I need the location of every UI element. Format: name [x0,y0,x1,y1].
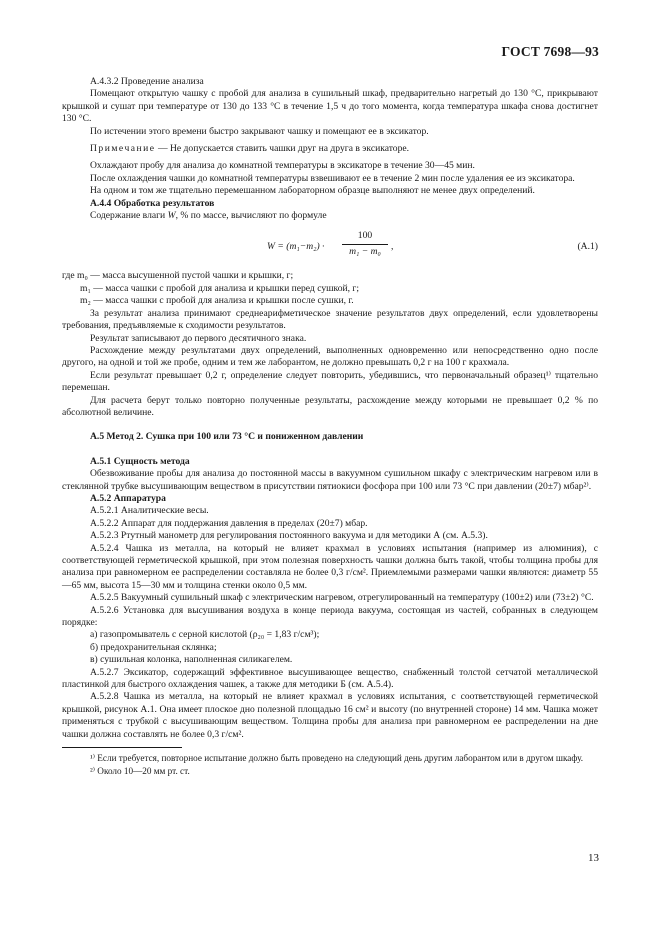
formula-lhs: W = (m₁−m₂) · [267,241,325,253]
item-a527: А.5.2.7 Эксикатор, содержащий эффективное высушивающее вещество, снабженный толстой сетчатой металлической пластинкой для быстрого охлаждения чашек, а также для методики Б (см. А.5.4). [62,666,598,691]
definition-m2: m₂ — масса чашки с пробой для анализа и крышки после сушки, г. [80,295,354,307]
note [62,143,598,155]
item-a524: А.5.2.4 Чашка из металла, на который не влияет крахмал в условиях испытания (например из алюминия), с соответствующей герметической крышкой, при этом полезная поверхность чашки должна быть такой, чтобы толщина пробы для анализа при равномерном ее распределении составляла не более 0,3 г/см². Приемлемыми размерами чашки являются: диаметр 55—65 мм, высота 15—30 мм и толщина стенки около 0,5 мм. [62,542,598,591]
paragraph: Для расчета берут только повторно полученные результаты, расхождение между которыми не превышает 0,2 % по абсолютной величине. [62,394,598,418]
list-item-b: б) предохранительная склянка; [90,641,217,653]
item-a523: А.5.2.3 Ртутный манометр для регулирования постоянного вакуума и для методики А (см. А.5.3). [90,530,488,542]
section-a444-title: А.4.4 Обработка результатов [90,197,215,209]
list-item-a: а) газопромыватель с серной кислотой (ρ₂₀ = 1,83 г/см³); [90,629,320,641]
note-label: Примечание [90,143,156,155]
formula-numerator: 100 [342,230,388,244]
note-text: — Не допускается ставить чашки друг на друга в эксикаторе. [155,143,410,155]
paragraph: Расхождение между результатами двух определений, выполненных одновременно или непосредственно одно после другого, на одной и той же пробе, одним и тем же лаборантом, не должно превышать 0,2 г на 100 г крахмала. [62,344,598,369]
paragraph: Обезвоживание пробы для анализа до постоянной массы в вакуумном сушильном шкафу с электрическим нагревом или в стеклянной трубке высушивающим веществом в присутствии пятиокиси фосфора при 100 или 73 °С при давлении (20±7) мбар²⁾. [62,468,598,492]
footnote-1: ¹⁾ Если требуется, повторное испытание должно быть проведено на следующий день другим лаборантом или в другом шкафу. [90,753,584,764]
paragraph: Результат записывают до первого десятичного знака. [90,332,307,344]
item-a522: А.5.2.2 Аппарат для поддержания давления в пределах (20±7) мбар. [90,517,368,529]
document-header: ГОСТ 7698—93 [501,44,599,59]
paragraph: Помещают открытую чашку с пробой для анализа в сушильный шкаф, предварительно нагретый до 130 °С, прикрывают крышкой и сушат при температуре от 130 до 133 °С в течение 1,5 ч до того момента, когда температура шкафа снова достигнет 130 °С. [62,88,598,125]
section-a5-title: А.5 Метод 2. Сушка при 100 или 73 °С и пониженном давлении [90,431,364,443]
section-a51-title: А.5.1 Сущность метода [90,455,190,467]
item-a525: А.5.2.5 Вакуумный сушильный шкаф с электрическим нагревом, отрегулированный на температуру (100±2) или (73±2) °С. [90,592,594,604]
item-a528: А.5.2.8 Чашка из металла, на который не влияет крахмал в условиях испытания, с соответствующей герметической крышкой, рисунок А.1. Она имеет плоское дно полезной площадью 16 см² и высоту (по внутренней стороне) 14 мм. Чашка может применяться с трубкой с высушивающим веществом. Толщина пробы для анализа при равномерном ее распределении на дне чашки должна составлять не более 0,3 г/см². [62,691,598,740]
item-a521: А.5.2.1 Аналитические весы. [90,505,209,517]
paragraph: Если результат превышает 0,2 г, определение следует повторить, убедившись, что первоначальный образец¹⁾ тщательно перемешан. [62,369,598,394]
page-content [62,76,598,777]
paragraph: Содержание влаги W, % по массе, вычисляют по формуле [90,210,327,222]
formula-a1 [62,230,598,264]
footnote-divider [62,747,182,748]
formula-fraction [342,230,388,258]
page-number: 13 [588,852,599,864]
paragraph: На одном и том же тщательно перемешанном лабораторном образце выполняют не менее двух определений. [90,185,535,197]
item-a526: А.5.2.6 Установка для высушивания воздуха в конце периода вакуума, состоящая из частей, собранных в следующем порядке: [62,604,598,629]
paragraph: По истечении этого времени быстро закрывают чашку и помещают ее в эксикатор. [90,125,429,137]
definition-m0: где m₀ — масса высушенной пустой чашки и крышки, г; [62,270,294,282]
section-a432-title: А.4.3.2 Проведение анализа [90,76,204,87]
list-item-c: в) сушильная колонка, наполненная силикагелем. [90,654,293,666]
definition-m1: m₁ — масса чашки с пробой для анализа и крышки перед сушкой, г; [80,282,360,294]
paragraph: После охлаждения чашки до комнатной температуры взвешивают ее в течение 2 мин после удаления ее из эксикатора. [90,172,575,184]
formula-denominator: m₁ − m₀ [349,245,381,257]
section-a52-title: А.5.2 Аппаратура [90,492,166,504]
paragraph: За результат анализа принимают среднеарифметическое значение результатов двух определений, если удовлетворены требования, предъявляемые к сходимости результатов. [62,307,598,332]
footnote-2: ²⁾ Около 10—20 мм рт. ст. [90,765,190,776]
paragraph: Охлаждают пробу для анализа до комнатной температуры в эксикаторе в течение 30—45 мин. [90,160,475,172]
formula-comma: , [391,241,394,253]
formula-number: (А.1) [577,241,598,253]
